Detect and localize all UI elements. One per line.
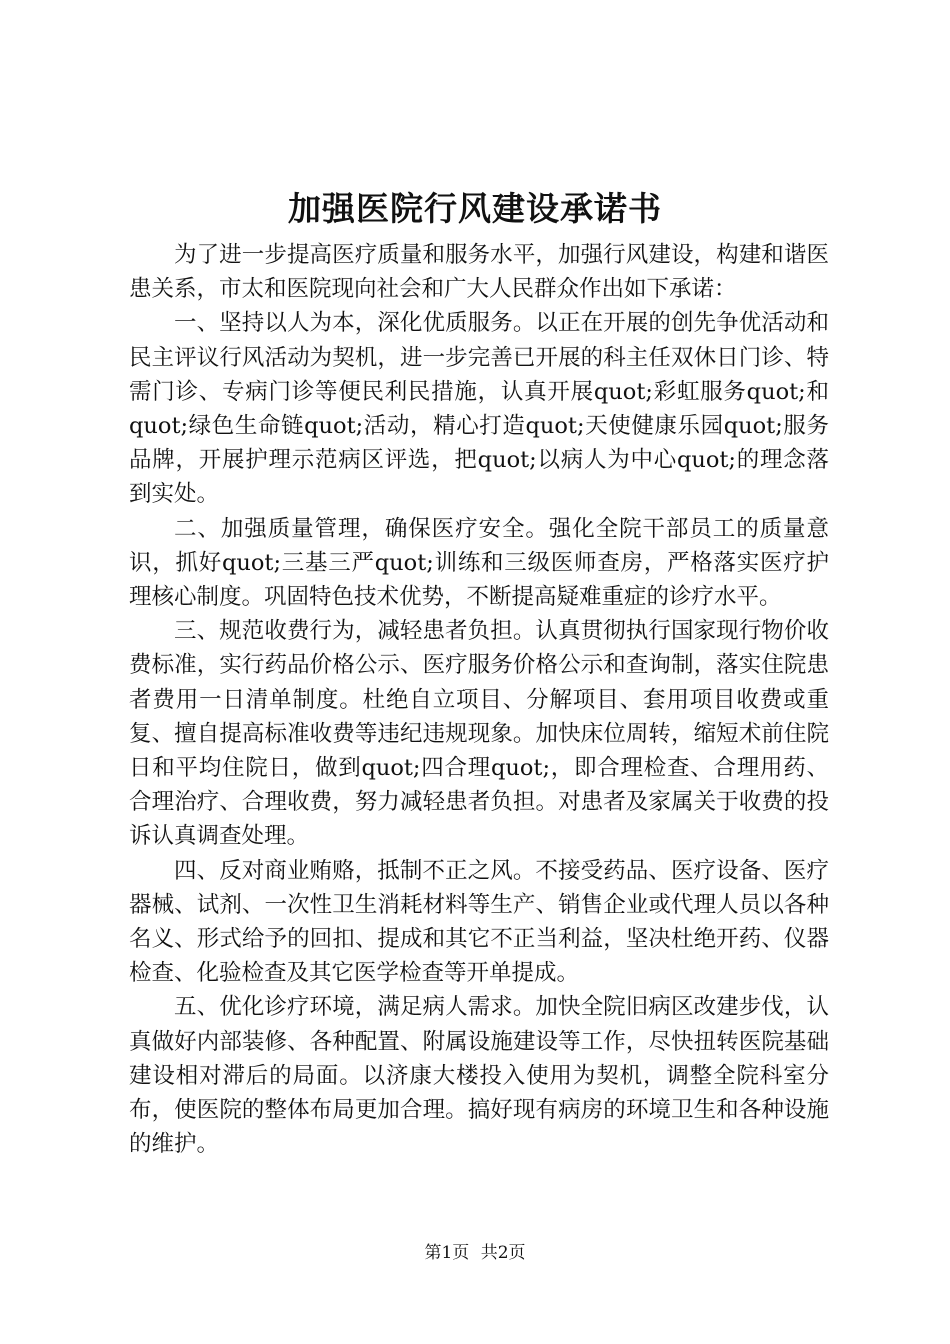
paragraph-item-4: 四、反对商业贿赂，抵制不正之风。不接受药品、医疗设备、医疗器械、试剂、一次性卫生消耗材料等生产、销售企业或代理人员以各种名义、形式给予的回扣、提成和其它不正当利益，坚决杜绝开药、仪器检查、化验检查及其它医学检查等开单提成。 bbox=[129, 857, 829, 987]
document-title: 加强医院行风建设承诺书 bbox=[288, 189, 662, 228]
paragraph-intro: 为了进一步提高医疗质量和服务水平，加强行风建设，构建和谐医患关系，市太和医院现向社会和广大人民群众作出如下承诺： bbox=[129, 242, 829, 303]
paragraph-item-3: 三、规范收费行为，减轻患者负担。认真贯彻执行国家现行物价收费标准，实行药品价格公示、医疗服务价格公示和查询制，落实住院患者费用一日清单制度。杜绝自立项目、分解项目、套用项目收费或重复、擅自提高标准收费等违纪违规现象。加快床位周转，缩短术前住院日和平均住院日，做到quot;四合理quot;，即合理检查、合理用药、合理治疗、合理收费，努力减轻患者负担。对患者及家属关于收费的投诉认真调查处理。 bbox=[129, 618, 829, 850]
paragraph-item-5: 五、优化诊疗环境，满足病人需求。加快全院旧病区改建步伐，认真做好内部装修、各种配置、附属设施建设等工作，尽快扭转医院基础建设相对滞后的局面。以济康大楼投入使用为契机，调整全院科室分布，使医院的整体布局更加合理。搞好现有病房的环境卫生和各种设施的维护。 bbox=[129, 994, 829, 1158]
document-body bbox=[129, 238, 829, 1161]
page-footer: 第1页 共2页 bbox=[424, 1243, 526, 1263]
paragraph-item-2: 二、加强质量管理，确保医疗安全。强化全院干部员工的质量意识，抓好quot;三基三严quot;训练和三级医师查房，严格落实医疗护理核心制度。巩固特色技术优势，不断提高疑难重症的诊疗水平。 bbox=[129, 515, 829, 611]
paragraph-item-1: 一、坚持以人为本，深化优质服务。以正在开展的创先争优活动和民主评议行风活动为契机，进一步完善已开展的科主任双休日门诊、特需门诊、专病门诊等便民利民措施，认真开展quot;彩虹服务quot;和quot;绿色生命链quot;活动，精心打造quot;天使健康乐园quot;服务品牌，开展护理示范病区评选，把quot;以病人为中心quot;的理念落到实处。 bbox=[129, 310, 829, 508]
